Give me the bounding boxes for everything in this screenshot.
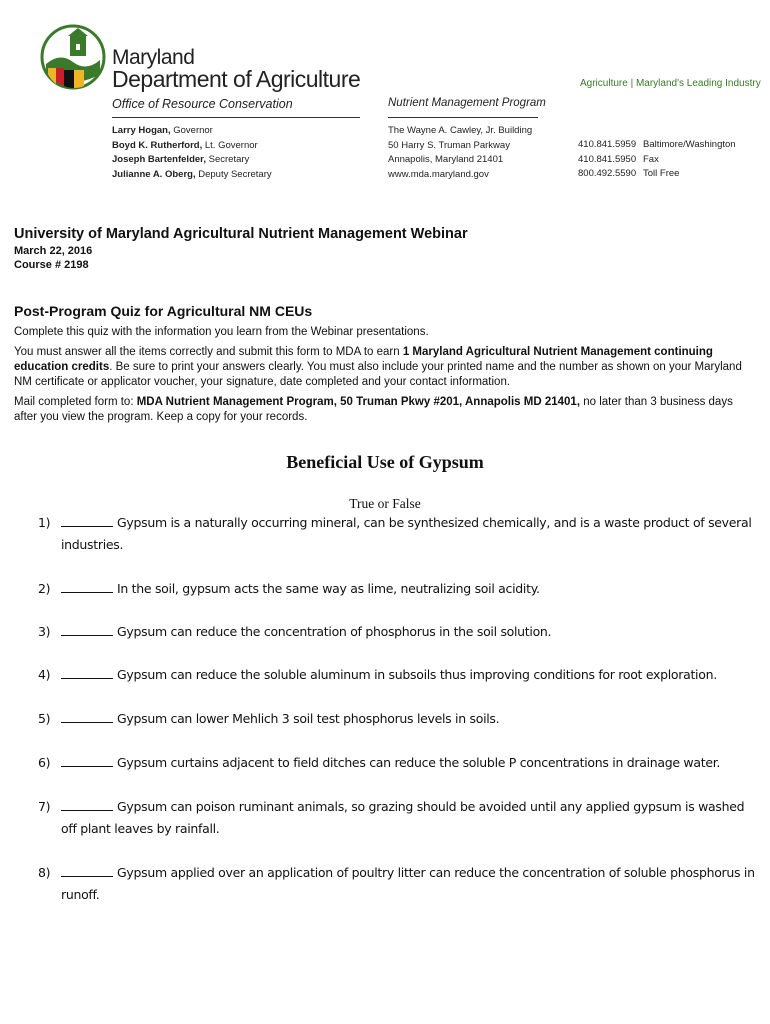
- divider: [112, 117, 360, 118]
- mailing-paragraph: Mail completed form to: MDA Nutrient Management Program, 50 Truman Pkwy #201, Annapolis MD 21401, no later than 3 business days after you view the program. Keep a copy for your records.: [14, 396, 733, 423]
- address-line: 50 Harry S. Truman Parkway: [388, 139, 510, 151]
- official-row: Julianne A. Oberg, Deputy Secretary: [112, 168, 272, 180]
- answer-blank[interactable]: [61, 710, 113, 723]
- office-name: Office of Resource Conservation: [112, 97, 293, 111]
- phone-label: Baltimore/Washington: [643, 139, 736, 150]
- question-item: [38, 796, 758, 840]
- phone-label: Fax: [643, 153, 659, 165]
- website-link[interactable]: www.mda.maryland.gov: [388, 168, 489, 180]
- question-text: Gypsum applied over an application of poultry litter can reduce the concentration of soluble phosphorus in runoff.: [61, 865, 755, 902]
- address-line: The Wayne A. Cawley, Jr. Building: [388, 125, 533, 136]
- quiz-heading: Post-Program Quiz for Agricultural NM CEUs: [14, 303, 313, 319]
- question-number: 7): [38, 799, 51, 814]
- phone-label: Toll Free: [643, 168, 680, 180]
- question-item: [38, 512, 758, 556]
- webinar-title: University of Maryland Agricultural Nutrient Management Webinar: [14, 226, 468, 242]
- phone-numbers: [578, 138, 636, 182]
- question-number: 4): [38, 667, 51, 682]
- official-row: Larry Hogan, Governor: [112, 125, 213, 136]
- question-item: [38, 862, 758, 906]
- requirements-paragraph: You must answer all the items correctly and submit this form to MDA to earn 1 Maryland Agricultural Nutrient Management continuing education credits. Be sure to print your answers clearly. You must also include your printed name and the number as shown on your Maryland NM certificate or applicator voucher, your signature, date completed and your contact information.: [14, 346, 742, 388]
- question-item: [38, 664, 758, 686]
- address-block: [388, 124, 532, 182]
- question-text: Gypsum can reduce the concentration of phosphorus in the soil solution.: [117, 624, 552, 639]
- phone-number: 800.492.5590: [578, 168, 637, 180]
- course-number: Course # 2198: [14, 259, 89, 271]
- org-name-line1: Maryland: [112, 46, 195, 69]
- instructions-paragraph: Complete this quiz with the information you learn from the Webinar presentations.: [14, 326, 429, 338]
- org-name-line2: Department of Agriculture: [112, 66, 361, 92]
- question-number: 5): [38, 711, 51, 726]
- phone-number: 410.841.5959: [578, 139, 637, 150]
- answer-blank[interactable]: [61, 666, 113, 679]
- question-number: 6): [38, 755, 51, 770]
- question-item: [38, 621, 758, 643]
- phone-labels: [643, 138, 736, 182]
- official-row: Boyd K. Rutherford, Lt. Governor: [112, 139, 258, 151]
- question-number: 2): [38, 581, 51, 596]
- webinar-date: March 22, 2016: [14, 245, 93, 257]
- question-text: In the soil, gypsum acts the same way as lime, neutralizing soil acidity.: [117, 581, 540, 596]
- answer-blank[interactable]: [61, 514, 113, 527]
- question-number: 3): [38, 624, 51, 639]
- address-line: Annapolis, Maryland 21401: [388, 154, 504, 166]
- question-item: [38, 752, 758, 774]
- question-number: 8): [38, 865, 51, 880]
- answer-blank[interactable]: [61, 864, 113, 877]
- question-item: [38, 578, 758, 600]
- question-item: [38, 708, 758, 730]
- question-number: 1): [38, 515, 51, 530]
- question-text: Gypsum curtains adjacent to field ditches can reduce the soluble P concentrations in drainage water.: [117, 755, 721, 770]
- official-row: Joseph Bartenfelder, Secretary: [112, 154, 250, 166]
- divider: [388, 117, 538, 118]
- question-text: Gypsum is a naturally occurring mineral, can be synthesized chemically, and is a waste product of several industries.: [61, 515, 752, 552]
- section-title: Beneficial Use of Gypsum: [286, 452, 484, 472]
- question-type-label: True or False: [349, 496, 421, 511]
- phone-number: 410.841.5950: [578, 153, 637, 165]
- question-text: Gypsum can poison ruminant animals, so grazing should be avoided until any applied gypsum is washed off plant leaves by rainfall.: [61, 799, 745, 836]
- program-name: Nutrient Management Program: [388, 97, 546, 109]
- mda-seal-logo: [40, 24, 106, 90]
- officials-list: [112, 124, 272, 182]
- answer-blank[interactable]: [61, 798, 113, 811]
- answer-blank[interactable]: [61, 580, 113, 593]
- question-text: Gypsum can reduce the soluble aluminum in subsoils thus improving conditions for root exploration.: [117, 667, 717, 682]
- answer-blank[interactable]: [61, 623, 113, 636]
- answer-blank[interactable]: [61, 754, 113, 767]
- tagline: Agriculture | Maryland's Leading Industry: [580, 78, 761, 89]
- question-text: Gypsum can lower Mehlich 3 soil test phosphorus levels in soils.: [117, 711, 500, 726]
